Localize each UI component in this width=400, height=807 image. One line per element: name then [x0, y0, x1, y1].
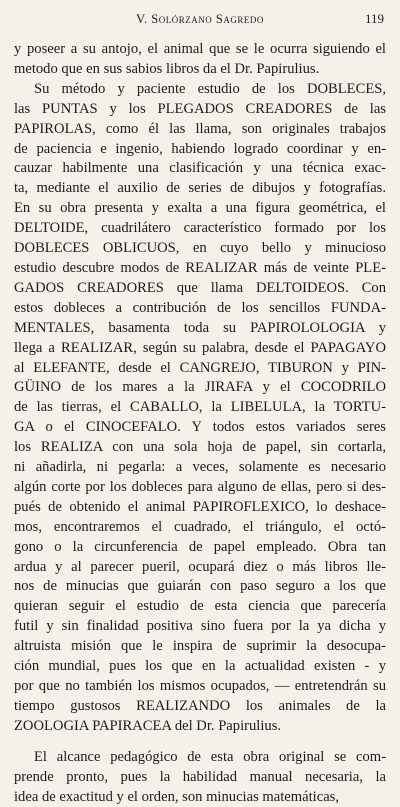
text-line: de las tierras, el CABALLO, la LIBELULA, la TORTU-	[14, 399, 386, 416]
text-line: al ELEFANTE, desde el CANGREJO, TIBURON y PIN-	[14, 359, 386, 376]
text-line: metodo que en sus sabios libros da el Dr. Papirulius.	[14, 60, 320, 77]
text-line: gono o la circunferencia de papel empleado. Obra tan	[14, 538, 386, 555]
text-line: GA o el CINOCEFALO. Y todos estos variados seres	[14, 419, 386, 436]
page-number: 119	[364, 11, 384, 26]
text-line: algún corte por los dobleces para alguno de ellas, pero si des-	[14, 478, 386, 495]
text-line: GADOS CREADORES que llama DELTOIDEOS. Con	[14, 279, 386, 296]
paragraph	[14, 40, 386, 80]
text-line: de paciencia e ingenio, habiendo logrado coordinar y en-	[14, 140, 386, 157]
text-line: prende pronto, pues la habilidad manual necesaria, la	[14, 768, 386, 785]
text-line: El alcance pedagógico de esta obra original se com-	[34, 748, 386, 765]
text-line: y poseer a su antojo, el animal que se le ocurra siguiendo el	[14, 41, 386, 57]
page-header	[14, 6, 386, 28]
text-line: MENTALES, basamenta toda su PAPIROLOLOGIA y	[14, 319, 386, 336]
text-line: ardua y al parecer pueril, ocupará diez o más libros lle-	[14, 558, 386, 575]
text-line: ta, mediante el auxilio de series de dibujos y fotografías.	[14, 180, 386, 197]
text-line: pués de obtenido el animal PAPIROFLEXICO, lo deshace-	[14, 498, 386, 515]
text-line: En su obra presenta y exalta a una figura geométrica, el	[14, 200, 386, 217]
text-line: ni añadirla, ni pegarla: a veces, solamente es necesario	[14, 459, 386, 476]
text-line: por que no también los mismos ocupados, — entretendrán su	[14, 678, 386, 694]
text-line: las PUNTAS y los PLEGADOS CREADORES de las	[14, 100, 386, 117]
text-line: estudio descubre modos de REALIZAR más de veinte PLE-	[14, 259, 386, 276]
text-line: tiempo gustosos REALIZANDO los animales de la	[14, 697, 386, 714]
text-line: estos dobleces a contribución de los sencillos FUNDA-	[14, 299, 386, 316]
text-line: cauzar habilmente una clasificación y una técnica exac-	[14, 160, 386, 177]
text-line: Su método y paciente estudio de los DOBLECES,	[34, 80, 386, 97]
running-head: V. Solórzano Sagredo	[136, 12, 264, 26]
paragraph	[14, 80, 386, 737]
text-line: DOBLECES OBLICUOS, en cuyo bello y minucioso	[14, 240, 386, 257]
paragraph	[14, 748, 386, 807]
body-text	[14, 40, 386, 807]
text-line: altruista misión que le inspira de suprimir la desocupa-	[14, 638, 386, 655]
text-line: quieran seguir el estudio de esta ciencia que parecería	[14, 598, 386, 615]
text-line: mos, encontraremos el cuadrado, el triángulo, el octó-	[14, 518, 386, 535]
text-line: idea de exactitud y el orden, son minucias matemáticas,	[14, 788, 340, 805]
text-line: ción mundial, pues los que en la actualidad existen - y	[14, 658, 386, 675]
text-line: PAPIROLAS, como él las llama, son originales trabajos	[14, 120, 386, 137]
text-line: GÜINO de los mares a la JIRAFA y el COCODRILO	[14, 379, 386, 396]
text-line: DELTOIDE, cuadrilátero característico formado por los	[14, 220, 386, 237]
text-line: ZOOLOGIA PAPIRACEA del Dr. Papirulius.	[14, 717, 282, 734]
text-line: futil y sin finalidad positiva sino fuera por la ya dicha y	[14, 618, 386, 635]
text-line: llega a REALIZAR, según su palabra, desde el PAPAGAYO	[14, 339, 386, 356]
text-line: nos de minucias que guiarán con paso seguro a los que	[14, 578, 386, 595]
text-line: los REALIZA con una sola hoja de papel, sin cortarla,	[14, 439, 386, 456]
paragraph-gap	[14, 737, 386, 748]
